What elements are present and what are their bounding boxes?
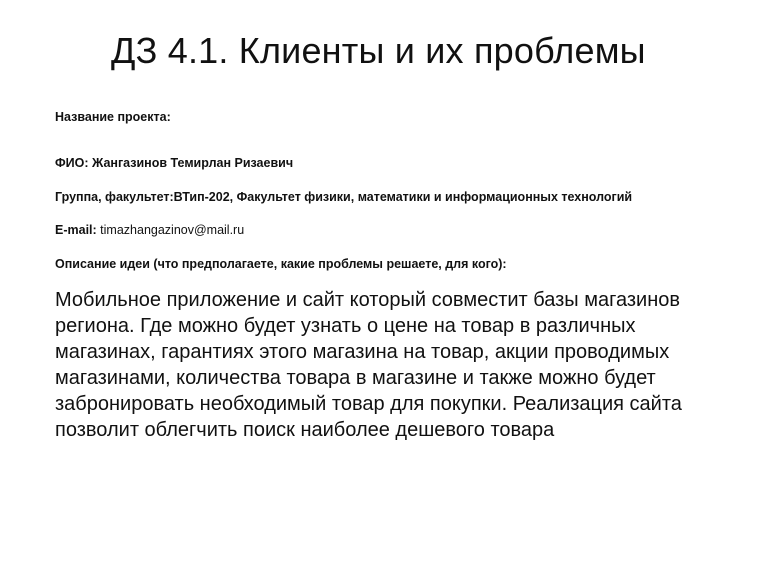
description-line: Мобильное приложение и сайт который совместит базы магазинов (55, 289, 680, 311)
description-line: забронировать необходимый товар для покупки. Реализация сайта (55, 393, 682, 415)
description-line: региона. Где можно будет узнать о цене на товар в различных (55, 315, 636, 337)
fio-line: ФИО: Жангазинов Темирлан Ризаевич (55, 156, 294, 170)
description-label: Описание идеи (что предполагаете, какие проблемы решаете, для кого): (55, 257, 507, 271)
email-value: timazhangazinov@mail.ru (100, 223, 245, 237)
project-name-label: Название проекта: (55, 110, 171, 124)
group-faculty-line: Группа, факультет:ВТип-202, Факультет физики, математики и информационных технологий (55, 190, 633, 204)
description-text (55, 287, 735, 443)
description-line: магазинами, количества товара в магазине и также можно будет (55, 367, 656, 389)
email-label: E-mail: (55, 223, 97, 237)
description-line: магазинах, гарантиях этого магазина на товар, акции проводимых (55, 341, 670, 363)
slide-title: ДЗ 4.1. Клиенты и их проблемы (111, 30, 646, 71)
description-line: позволит облегчить поиск наиболее дешевого товара (55, 419, 555, 441)
email-line (55, 223, 244, 237)
